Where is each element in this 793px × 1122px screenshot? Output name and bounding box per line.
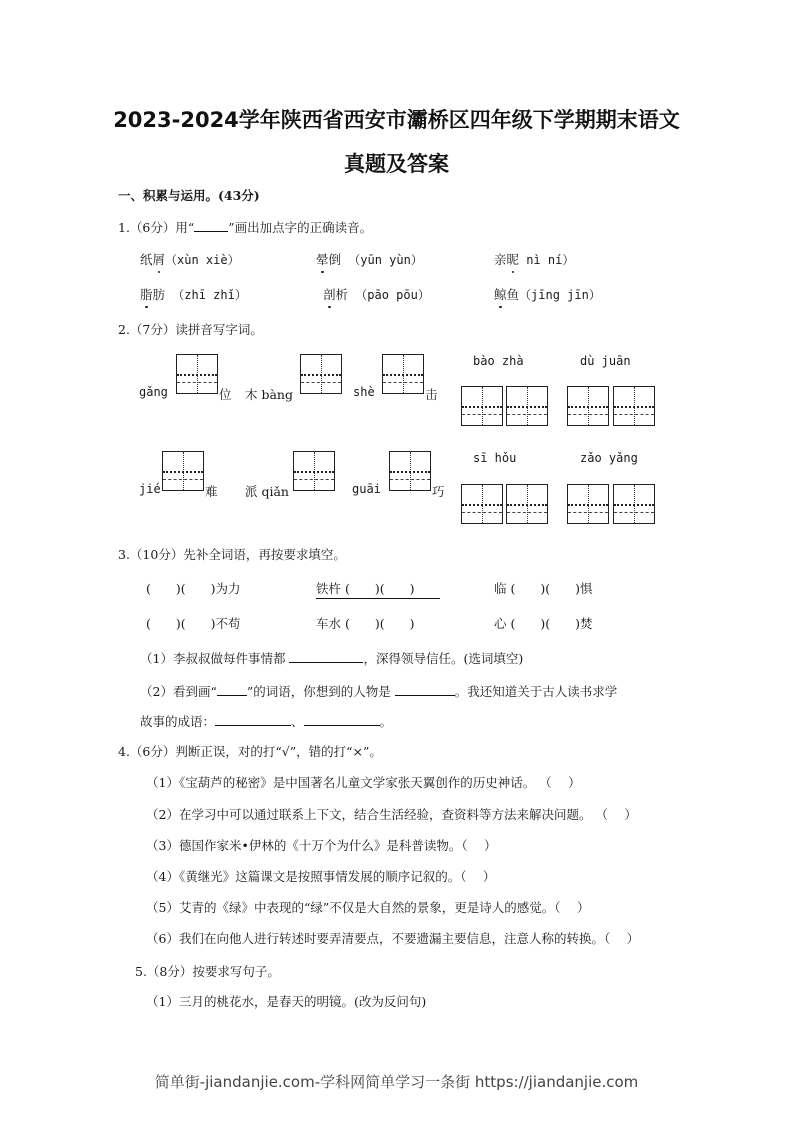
dotted-char: 屑 xyxy=(152,252,166,267)
pinyin-label: guāi xyxy=(352,482,381,496)
true-false-item: （6）我们在向他人进行转述时要弄清要点，不要遗漏主要信息，注意人称的转换。（ ） xyxy=(146,931,640,946)
writing-grid-box[interactable] xyxy=(613,386,655,426)
dotted-char: 晕 xyxy=(316,252,329,267)
q1-item: 纸屑（xùn xiè） xyxy=(140,252,240,267)
true-false-item: （4）《黄继光》这篇课文是按照事情发展的顺序记叙的。（ ） xyxy=(146,869,496,884)
writing-grid-box[interactable] xyxy=(506,386,548,426)
dotted-char: 脂 xyxy=(140,287,153,302)
footer-watermark: 简单街-jiandanjie.com-学科网简单学习一条街 https://jiandanjie.com xyxy=(154,1073,639,1091)
document-title-line1: 2023-2024学年陕西省西安市灞桥区四年级下学期期末语文 xyxy=(113,108,680,132)
idiom-blank: 心 ( )( )焚 xyxy=(494,616,593,631)
true-false-item: （1）《宝葫芦的秘密》是中国著名儿童文学家张天翼创作的历史神话。 （ ） xyxy=(146,775,581,790)
pinyin-label: 派 qiǎn xyxy=(245,484,289,499)
pinyin-word-label: bào zhà xyxy=(473,354,524,368)
q3-subquestion-2: （2）看到画“ ”的词语，你想到的人物是 。我还知道关于古人读书求学 xyxy=(140,684,618,699)
pinyin-word-label: zǎo yǎng xyxy=(580,451,638,465)
q3-subquestion-1: （1）李叔叔做每件事情都 ，深得领导信任。(选词填空) xyxy=(140,651,524,666)
dotted-char: 昵 xyxy=(506,252,520,267)
idiom-blank: ( )( )为力 xyxy=(146,581,241,596)
q1-item: 晕倒 （yūn yùn） xyxy=(316,252,423,267)
writing-grid-box[interactable] xyxy=(567,386,609,426)
writing-grid-box[interactable] xyxy=(506,484,548,524)
pinyin-label: jié xyxy=(139,482,161,496)
answer-blank[interactable] xyxy=(395,683,455,696)
q5-subquestion-1: （1）三月的桃花水，是春天的明镜。(改为反问句) xyxy=(146,994,427,1009)
question-3-stem: 3.（10分）先补全词语，再按要求填空。 xyxy=(118,547,346,562)
q1-item: 鲸鱼（jīng jīn） xyxy=(494,287,601,302)
document-title-line2: 真题及答案 xyxy=(344,152,449,176)
question-1-stem xyxy=(118,218,372,236)
true-false-item: （2）在学习中可以通过联系上下文，结合生活经验，查资料等方法来解决问题。 （ ） xyxy=(146,807,637,822)
q1-item: 亲昵 nì ní） xyxy=(494,252,575,267)
writing-grid-box[interactable] xyxy=(162,451,204,491)
writing-grid-box[interactable] xyxy=(176,354,218,394)
question-5-stem: 5.（8分）按要求写句子。 xyxy=(135,964,280,979)
pinyin-label: 木 bàng xyxy=(245,387,293,402)
dotted-char: 鲸 xyxy=(494,287,507,302)
writing-grid-box[interactable] xyxy=(461,484,503,524)
q1-item: 脂肪 （zhī zhǐ） xyxy=(140,287,247,302)
section-heading: 一、积累与运用。(43分) xyxy=(118,188,260,203)
answer-blank[interactable] xyxy=(289,650,363,663)
q1-underline-sample xyxy=(194,219,228,232)
q1-stem-prefix: 1.（6分）用“ xyxy=(118,220,195,235)
pinyin-label: gǎng xyxy=(139,385,168,399)
pinyin-word-label: sī hǒu xyxy=(473,451,517,465)
character-label: 击 xyxy=(425,387,438,402)
idiom-blank: 临 ( )( )惧 xyxy=(494,581,593,596)
question-4-stem: 4.（6分）判断正误，对的打“√”，错的打“×”。 xyxy=(118,744,382,759)
writing-grid-box[interactable] xyxy=(567,484,609,524)
q3-subquestion-2-cont: 故事的成语： 、 。 xyxy=(140,714,393,729)
idiom-blank: ( )( )不苟 xyxy=(146,616,241,631)
question-2-stem: 2.（7分）读拼音写字词。 xyxy=(118,322,263,337)
character-label: 位 xyxy=(219,387,232,402)
character-label: 难 xyxy=(205,484,218,499)
true-false-item: （5）艾青的《绿》中表现的“绿”不仅是大自然的景象，更是诗人的感觉。（ ） xyxy=(146,900,590,915)
q1-stem-suffix: ”画出加点字的正确读音。 xyxy=(228,220,373,235)
writing-grid-box[interactable] xyxy=(300,354,342,394)
idiom-blank-underlined: 铁杵 ( )( ) xyxy=(316,579,440,599)
idiom-blank: 车水 ( )( ) xyxy=(316,616,415,631)
answer-blank xyxy=(217,683,247,696)
answer-blank[interactable] xyxy=(215,713,291,726)
dotted-char: 剖 xyxy=(323,287,336,302)
q1-item: 剖析 （pāo pōu） xyxy=(323,287,430,302)
writing-grid-box[interactable] xyxy=(293,451,335,491)
character-label: 巧 xyxy=(432,484,445,499)
true-false-item: （3）德国作家米•伊林的《十万个为什么》是科普读物。（ ） xyxy=(146,838,497,853)
writing-grid-box[interactable] xyxy=(389,451,431,491)
pinyin-word-label: dù juān xyxy=(580,354,631,368)
pinyin-label: shè xyxy=(353,385,375,399)
answer-blank[interactable] xyxy=(304,713,380,726)
writing-grid-box[interactable] xyxy=(613,484,655,524)
writing-grid-box[interactable] xyxy=(382,354,424,394)
writing-grid-box[interactable] xyxy=(461,386,503,426)
